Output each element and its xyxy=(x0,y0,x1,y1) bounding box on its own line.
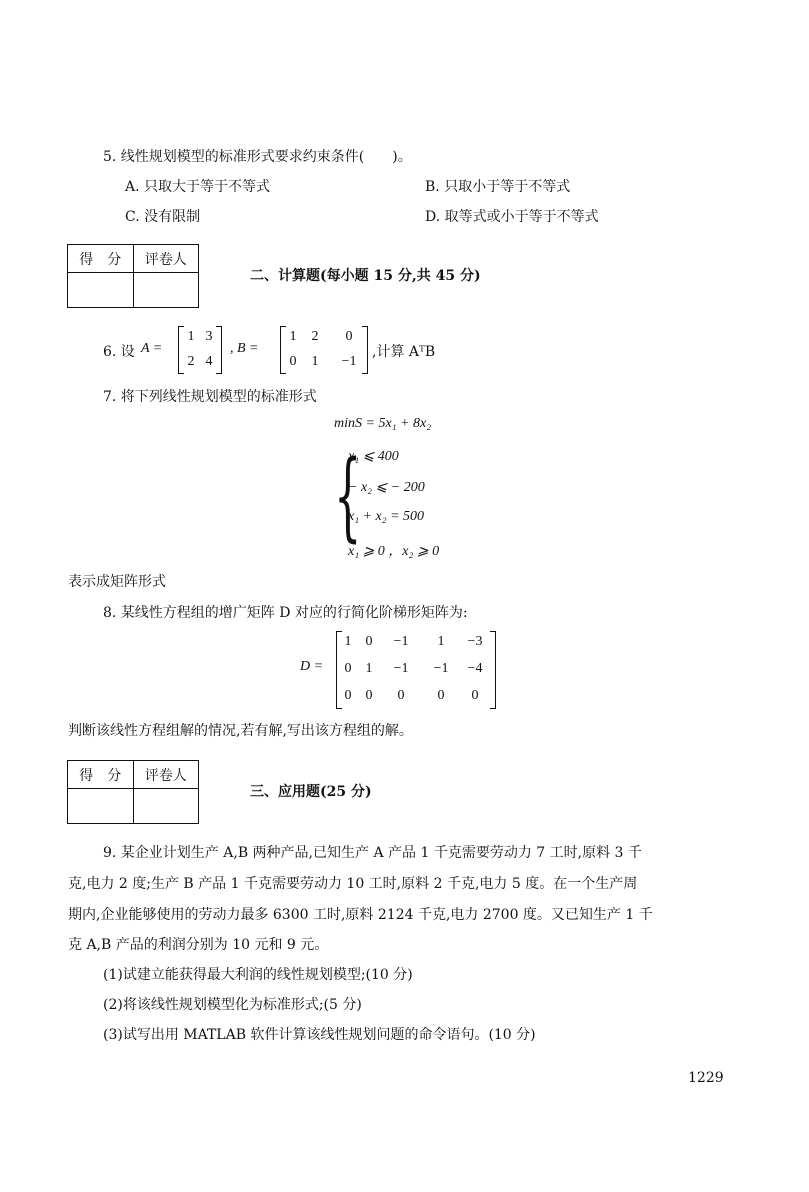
matrix-d-cell: 0 xyxy=(397,688,405,703)
matrix-b-cell: −1 xyxy=(341,354,357,369)
q6-prefix: 6. 设 xyxy=(103,344,135,360)
q9-line: 期内,企业能够使用的劳动力最多 6300 工时,原料 2124 千克,电力 2700 度。又已知生产 1 千 xyxy=(68,907,653,923)
constraint-brace: { xyxy=(334,440,362,552)
score-table-section3 xyxy=(67,760,199,824)
section3-title: 三、应用题(25 分) xyxy=(250,784,372,800)
q6-suffix: ,计算 AᵀB xyxy=(372,344,436,360)
matrix-d-cell: −3 xyxy=(467,634,483,649)
q8-after: 判断该线性方程组解的情况,若有解,写出该方程组的解。 xyxy=(68,723,413,739)
q5-option-c: C. 没有限制 xyxy=(125,209,201,225)
matrix-a-cell: 1 xyxy=(187,329,195,344)
matrix-b-cell: 1 xyxy=(311,354,319,369)
matrix-d-cell: 0 xyxy=(365,634,373,649)
score-cell xyxy=(68,789,134,824)
matrix-a-cell: 4 xyxy=(205,354,213,369)
q7-constraint: − x₂ ⩽ − 200 xyxy=(348,480,425,495)
q9-sub3: (3)试写出用 MATLAB 软件计算该线性规划问题的命令语句。(10 分) xyxy=(103,1027,536,1043)
score-label: 得 分 xyxy=(68,245,134,273)
matrix-b-cell: 0 xyxy=(289,354,297,369)
matrix-d-cell: 0 xyxy=(365,688,373,703)
matrix-b-cell: 0 xyxy=(345,329,353,344)
q8-stem: 8. 某线性方程组的增广矩阵 D 对应的行简化阶梯形矩阵为: xyxy=(103,605,468,621)
matrix-d-cell: −1 xyxy=(433,661,449,676)
q7-constraint: x₁ ⩽ 400 xyxy=(348,449,399,464)
matrix-b-cell: 1 xyxy=(289,329,297,344)
q9-sub1: (1)试建立能获得最大利润的线性规划模型;(10 分) xyxy=(103,967,413,983)
q6-a-eq: A = xyxy=(141,341,163,356)
q9-line: 克 A,B 产品的利润分别为 10 元和 9 元。 xyxy=(68,937,329,953)
grader-label: 评卷人 xyxy=(133,761,199,789)
grader-cell xyxy=(133,789,199,824)
page-number: 1229 xyxy=(688,1070,724,1086)
matrix-a xyxy=(178,326,222,374)
q7-objective: minS = 5x₁ + 8x₂ xyxy=(334,416,432,431)
q8-d-eq: D = xyxy=(300,659,324,674)
q6-b-eq: , B = xyxy=(230,341,259,356)
matrix-d-cell: 0 xyxy=(437,688,445,703)
q5-option-a: A. 只取大于等于不等式 xyxy=(125,179,271,195)
q7-stem: 7. 将下列线性规划模型的标准形式 xyxy=(103,389,317,405)
q7-constraint: x₁ + x₂ = 500 xyxy=(348,509,425,524)
q5-option-d: D. 取等式或小于等于不等式 xyxy=(425,209,599,225)
matrix-d-cell: 0 xyxy=(344,661,352,676)
grader-cell xyxy=(133,273,199,308)
q9-line: 克,电力 2 度;生产 B 产品 1 千克需要劳动力 10 工时,原料 2 千克,电力 5 度。在一个生产周 xyxy=(68,876,638,892)
matrix-d-cell: 1 xyxy=(437,634,445,649)
q5-option-b: B. 只取小于等于不等式 xyxy=(425,179,571,195)
matrix-a-cell: 2 xyxy=(187,354,195,369)
matrix-d xyxy=(336,631,496,709)
matrix-d-cell: −1 xyxy=(393,634,409,649)
matrix-d-cell: −4 xyxy=(467,661,483,676)
q9-line: 9. 某企业计划生产 A,B 两种产品,已知生产 A 产品 1 千克需要劳动力 7 工时,原料 3 千 xyxy=(103,845,642,861)
matrix-d-cell: 1 xyxy=(365,661,373,676)
q5-stem: 5. 线性规划模型的标准形式要求约束条件( )。 xyxy=(103,149,412,165)
matrix-d-cell: 0 xyxy=(471,688,479,703)
grader-label: 评卷人 xyxy=(133,245,199,273)
matrix-d-cell: 1 xyxy=(344,634,352,649)
matrix-b-cell: 2 xyxy=(311,329,319,344)
score-label: 得 分 xyxy=(68,761,134,789)
matrix-b xyxy=(280,326,368,374)
q9-sub2: (2)将该线性规划模型化为标准形式;(5 分) xyxy=(103,997,362,1013)
section2-title: 二、计算题(每小题 15 分,共 45 分) xyxy=(250,268,481,284)
matrix-d-cell: 0 xyxy=(344,688,352,703)
q7-after: 表示成矩阵形式 xyxy=(68,574,166,590)
matrix-a-cell: 3 xyxy=(205,329,213,344)
matrix-d-cell: −1 xyxy=(393,661,409,676)
score-cell xyxy=(68,273,134,308)
score-table-section2 xyxy=(67,244,199,308)
q7-constraint: x₁ ⩾ 0 ，x₂ ⩾ 0 xyxy=(348,544,440,559)
